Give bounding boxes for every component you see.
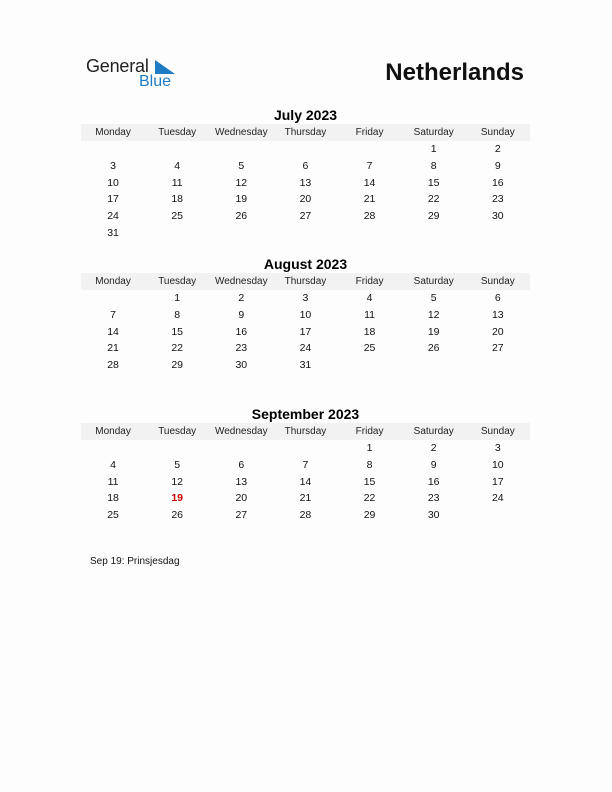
- week-row: [81, 208, 530, 225]
- logo-general-text: General: [86, 56, 149, 76]
- month-block: [81, 255, 530, 374]
- holiday-notes: [90, 556, 180, 567]
- day-cell: 26: [171, 509, 184, 522]
- week-row: [81, 490, 530, 507]
- weekday-header-row: [81, 423, 530, 440]
- holiday-note: Sep 19: Prinsjesdag: [90, 556, 180, 567]
- day-cell: 3: [110, 159, 116, 172]
- weekday-label: Saturday: [413, 426, 454, 437]
- weekday-label: Friday: [355, 127, 384, 138]
- empty-day-cell: [145, 440, 209, 457]
- week-row: [81, 225, 530, 242]
- day-cell: 13: [491, 308, 504, 321]
- day-cell: 22: [427, 193, 440, 206]
- day-cell: 19: [427, 325, 440, 338]
- week-row: [81, 324, 530, 341]
- day-cell: 10: [299, 308, 312, 321]
- day-cell: 10: [107, 176, 119, 189]
- day-cell: 5: [430, 292, 437, 304]
- week-row: [81, 307, 530, 324]
- week-row: [81, 457, 530, 474]
- day-cell: 15: [427, 176, 440, 189]
- day-cell: 16: [427, 475, 440, 488]
- day-cell: 6: [238, 458, 245, 471]
- day-cell: 5: [238, 159, 245, 172]
- day-cell: 8: [366, 458, 373, 471]
- day-cell: 9: [430, 458, 437, 471]
- weekday-label: Monday: [95, 426, 131, 437]
- day-cell: 18: [363, 325, 376, 338]
- week-row: [81, 158, 530, 175]
- day-cell: 29: [171, 359, 184, 372]
- day-cell: 4: [110, 458, 116, 471]
- empty-day-cell: [81, 290, 145, 307]
- logo-blue-text: Blue: [139, 73, 172, 90]
- month-block: [81, 106, 530, 242]
- day-cell: 14: [299, 475, 312, 488]
- empty-day-cell: [209, 141, 273, 158]
- empty-day-cell: [466, 225, 530, 242]
- week-row: [81, 191, 530, 208]
- day-cell: 11: [364, 308, 376, 321]
- empty-day-cell: [402, 225, 466, 242]
- weekday-label: Sunday: [480, 426, 515, 437]
- day-cell: 24: [299, 342, 312, 355]
- empty-day-cell: [338, 141, 402, 158]
- day-cell: 12: [171, 475, 184, 488]
- day-cell: 22: [363, 492, 376, 505]
- empty-day-cell: [273, 225, 337, 242]
- month-title: August 2023: [263, 256, 348, 272]
- day-cell: 2: [238, 292, 245, 304]
- empty-day-cell: [273, 141, 337, 158]
- weekday-label: Sunday: [480, 127, 515, 138]
- day-cell: 11: [107, 475, 119, 488]
- day-cell: 28: [107, 359, 119, 372]
- day-cell: 17: [299, 325, 312, 338]
- week-row: [81, 357, 530, 374]
- day-cell: 24: [491, 492, 504, 505]
- day-cell: 7: [366, 159, 373, 172]
- day-cell: 2: [494, 143, 501, 155]
- day-cell: 8: [430, 159, 437, 172]
- day-cell: 23: [491, 193, 504, 206]
- week-row: [81, 175, 530, 192]
- day-cell: 3: [494, 442, 501, 454]
- day-cell: 1: [430, 143, 437, 155]
- day-cell: 20: [299, 193, 312, 206]
- day-cell: 20: [491, 325, 504, 338]
- month-title: July 2023: [273, 107, 338, 123]
- week-row: [81, 141, 530, 158]
- week-row: [81, 474, 530, 491]
- holiday-day-cell: 19: [171, 492, 184, 505]
- day-cell: 2: [430, 442, 437, 454]
- country-title: Netherlands: [385, 59, 524, 86]
- month-block: [81, 405, 530, 524]
- day-cell: 4: [174, 159, 181, 172]
- weekday-label: Monday: [95, 127, 131, 138]
- week-row: [81, 340, 530, 357]
- day-cell: 8: [174, 308, 181, 321]
- weekday-header-row: [81, 273, 530, 290]
- weekday-label: Friday: [355, 426, 384, 437]
- day-cell: 27: [491, 342, 504, 355]
- day-cell: 26: [427, 342, 440, 355]
- weekday-label: Thursday: [284, 276, 327, 287]
- day-cell: 29: [363, 509, 376, 522]
- day-cell: 9: [494, 159, 501, 172]
- logo-triangle-icon: [155, 60, 175, 74]
- day-cell: 17: [491, 475, 504, 488]
- day-cell: 18: [107, 492, 119, 505]
- empty-day-cell: [81, 440, 145, 457]
- empty-day-cell: [81, 141, 145, 158]
- empty-day-cell: [338, 357, 402, 374]
- weekday-label: Saturday: [413, 127, 454, 138]
- day-cell: 11: [171, 176, 183, 189]
- weekday-label: Friday: [355, 276, 384, 287]
- empty-day-cell: [273, 440, 337, 457]
- day-cell: 9: [238, 308, 245, 321]
- weekday-label: Saturday: [413, 276, 454, 287]
- empty-day-cell: [402, 357, 466, 374]
- empty-day-cell: [145, 225, 209, 242]
- day-cell: 16: [235, 325, 248, 338]
- day-cell: 23: [427, 492, 440, 505]
- day-cell: 6: [494, 292, 501, 304]
- weekday-label: Thursday: [284, 127, 327, 138]
- day-cell: 27: [235, 509, 248, 522]
- empty-day-cell: [466, 507, 530, 524]
- weekday-label: Wednesday: [214, 426, 268, 437]
- day-cell: 12: [427, 308, 440, 321]
- day-cell: 1: [174, 292, 181, 304]
- empty-day-cell: [145, 141, 209, 158]
- empty-day-cell: [209, 225, 273, 242]
- day-cell: 25: [107, 509, 119, 522]
- day-cell: 21: [363, 193, 376, 206]
- weekday-label: Tuesday: [158, 276, 197, 287]
- day-cell: 13: [235, 475, 248, 488]
- day-cell: 21: [107, 342, 119, 355]
- day-cell: 7: [110, 308, 116, 321]
- day-cell: 24: [107, 210, 119, 223]
- day-cell: 14: [363, 176, 376, 189]
- weekday-label: Sunday: [480, 276, 515, 287]
- week-row: [81, 507, 530, 524]
- day-cell: 22: [171, 342, 184, 355]
- day-cell: 30: [235, 359, 248, 372]
- day-cell: 14: [107, 325, 119, 338]
- logo: [86, 56, 186, 96]
- day-cell: 1: [366, 442, 373, 454]
- day-cell: 31: [107, 226, 119, 239]
- day-cell: 3: [302, 292, 309, 304]
- day-cell: 28: [363, 210, 376, 223]
- day-cell: 4: [366, 292, 373, 304]
- day-cell: 12: [235, 176, 248, 189]
- day-cell: 31: [299, 359, 312, 372]
- day-cell: 20: [235, 492, 248, 505]
- week-row: [81, 290, 530, 307]
- day-cell: 15: [363, 475, 376, 488]
- day-cell: 30: [427, 509, 440, 522]
- day-cell: 27: [299, 210, 312, 223]
- day-cell: 18: [171, 193, 184, 206]
- day-cell: 25: [363, 342, 376, 355]
- month-title: September 2023: [251, 406, 360, 422]
- weekday-label: Wednesday: [214, 276, 268, 287]
- day-cell: 30: [491, 210, 504, 223]
- day-cell: 7: [302, 458, 309, 471]
- weekday-label: Monday: [95, 276, 131, 287]
- day-cell: 26: [235, 210, 248, 223]
- day-cell: 10: [491, 458, 504, 471]
- day-cell: 23: [235, 342, 248, 355]
- day-cell: 5: [174, 458, 181, 471]
- day-cell: 28: [299, 509, 312, 522]
- day-cell: 19: [235, 193, 248, 206]
- weekday-label: Tuesday: [158, 127, 197, 138]
- weekday-label: Thursday: [284, 426, 327, 437]
- weekday-header-row: [81, 124, 530, 141]
- empty-day-cell: [209, 440, 273, 457]
- empty-day-cell: [338, 225, 402, 242]
- empty-day-cell: [466, 357, 530, 374]
- weekday-label: Wednesday: [214, 127, 268, 138]
- week-row: [81, 440, 530, 457]
- day-cell: 15: [171, 325, 184, 338]
- day-cell: 6: [302, 159, 309, 172]
- day-cell: 17: [107, 193, 119, 206]
- day-cell: 16: [491, 176, 504, 189]
- weekday-label: Tuesday: [158, 426, 197, 437]
- day-cell: 21: [299, 492, 312, 505]
- day-cell: 29: [427, 210, 440, 223]
- day-cell: 25: [171, 210, 184, 223]
- day-cell: 13: [299, 176, 312, 189]
